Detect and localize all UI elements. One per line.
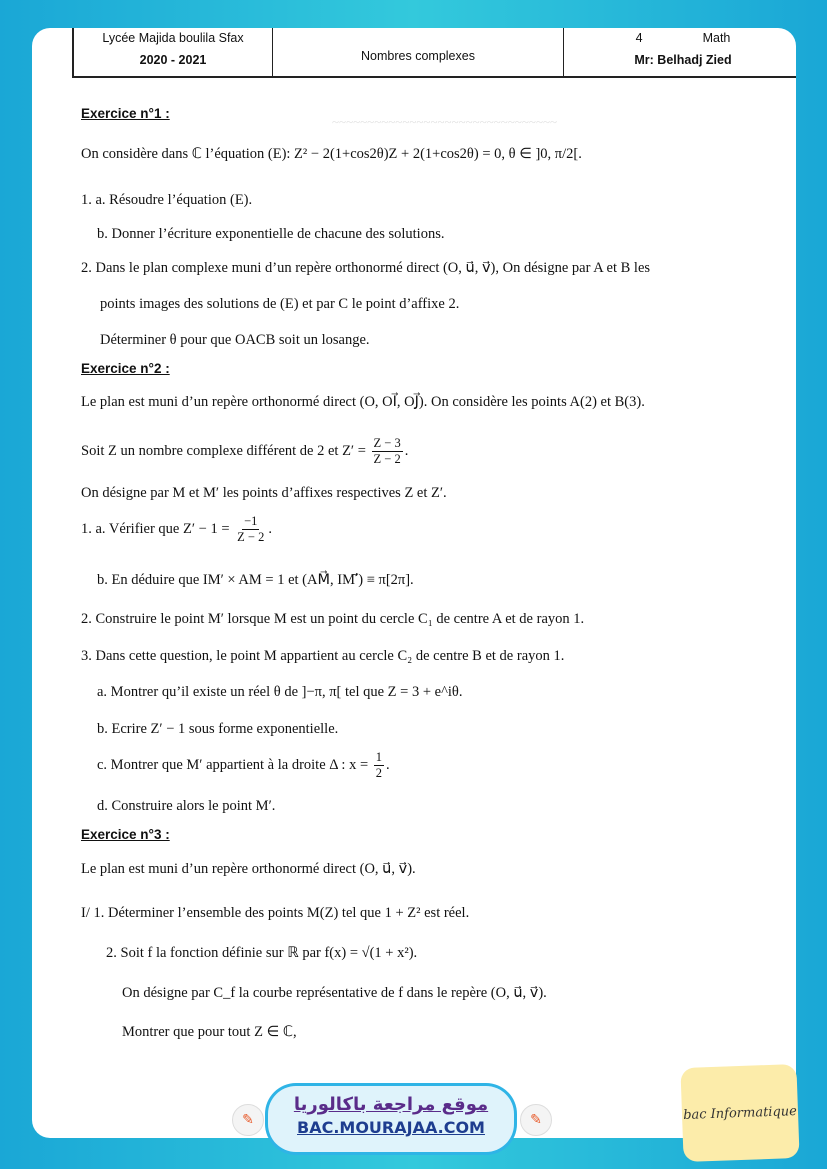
ex2-intro2: Soit Z un nombre complexe différent de 2 et Z′ = $\frac{Z - 3}{Z - 2}$ .: [81, 436, 409, 466]
ex1-q1a: 1. a. Résoudre l’équation (E).: [81, 192, 253, 208]
ex1-title: Exercice n°1 :: [81, 106, 170, 121]
school-name: Lycée Majida boulila Sfax: [102, 31, 244, 45]
ex2-q1b: b. En déduire que IM′ × AM = 1 et (AM⃗, IM′⃗) ≡ π[2π].: [97, 572, 414, 588]
ex3-title: Exercice n°3 :: [81, 827, 170, 842]
teacher-name: Mr: Belhadj Zied: [634, 53, 732, 67]
ex3-q2b: On désigne par C_f la courbe représentative de f dans le repère (O, u⃗, v⃗).: [122, 985, 547, 1001]
q3c-fraction: [374, 750, 384, 781]
subject: Math: [702, 31, 731, 45]
ex2-q3: 3. Dans cette question, le point M appartient au cercle C₂ de centre B et de rayon 1.: [81, 648, 565, 664]
header-table: [72, 28, 796, 78]
ex2-intro2-text: Soit Z un nombre complexe différent de 2 et Z′ =: [81, 442, 366, 459]
zprime-numerator: Z − 3: [373, 436, 401, 450]
ex2-q3c-text: c. Montrer que M′ appartient à la droite Δ : x =: [97, 756, 369, 773]
site-banner-url[interactable]: BAC.MOURAJAA.COM: [297, 1118, 485, 1137]
level: 4: [635, 31, 643, 45]
ex3-q2: 2. Soit f la fonction définie sur ℝ par f(x) = √(1 + x²).: [106, 945, 418, 961]
ex1-intro: On considère dans ℂ l’équation (E): Z² − 2(1+cos2θ)Z + 2(1+cos2θ) = 0, θ ∈ ]0, π/2[.: [81, 146, 582, 162]
ex2-q3a: a. Montrer qu’il existe un réel θ de ]−π, π[ tel que Z = 3 + e^iθ.: [97, 684, 463, 700]
ex2-intro1: Le plan est muni d’un repère orthonormé direct (O, OI⃗, OJ⃗). On considère les points A(2) et B(3).: [81, 394, 645, 410]
bleed-through-text: ~~~~~~~~~~~~~~~~~~~~~~~~~~~~~~~~: [332, 114, 558, 129]
ex2-q3c: c. Montrer que M′ appartient à la droite Δ : x = $\frac{1}{2}$ .: [97, 750, 390, 780]
zprime-denominator: Z − 2: [373, 452, 401, 466]
q1a-denominator: Z − 2: [237, 530, 265, 544]
ex2-q2: 2. Construire le point M′ lorsque M est un point du cercle C₁ de centre A et de rayon 1.: [81, 611, 585, 627]
q1a-numerator: −1: [244, 514, 258, 528]
zprime-fraction: [372, 436, 403, 467]
ex2-q3d: d. Construire alors le point M′.: [97, 798, 276, 814]
school-year: 2020 - 2021: [139, 53, 207, 67]
q1a-fraction: [235, 514, 266, 545]
q3c-numerator: 1: [375, 750, 382, 764]
ex3-q2c: Montrer que pour tout Z ∈ ℂ,: [122, 1024, 297, 1040]
ex1-q2b: points images des solutions de (E) et par C le point d’affixe 2.: [100, 296, 460, 312]
ex3-intro: Le plan est muni d’un repère orthonormé direct (O, u⃗, v⃗).: [81, 861, 416, 877]
site-banner[interactable]: [268, 1086, 514, 1152]
header-topic-cell: [273, 28, 564, 76]
site-banner-arabic: موقع مراجعة باكالوريا: [293, 1094, 489, 1115]
ex3-q1: I/ 1. Déterminer l’ensemble des points M(Z) tel que 1 + Z² est réel.: [81, 905, 470, 921]
ex1-q1b: b. Donner l’écriture exponentielle de chacune des solutions.: [97, 226, 445, 242]
bac-informatique-badge: bac Informatique: [680, 1064, 799, 1162]
level-row: [636, 31, 731, 45]
site-logo-right-icon: ✎: [520, 1104, 552, 1136]
q3c-denominator: 2: [375, 766, 382, 780]
site-logo-left-icon: ✎: [232, 1104, 264, 1136]
ex1-q2c: Déterminer θ pour que OACB soit un losange.: [100, 332, 370, 348]
ex2-title: Exercice n°2 :: [81, 361, 170, 376]
ex2-q1a-text: 1. a. Vérifier que Z′ − 1 =: [81, 520, 230, 537]
header-school-cell: [74, 28, 273, 76]
ex1-q2a: 2. Dans le plan complexe muni d’un repère orthonormé direct (O, u⃗, v⃗), On désigne par A et B les: [81, 260, 651, 276]
document-page: [32, 28, 796, 1138]
ex2-intro3: On désigne par M et M′ les points d’affixes respectives Z et Z′.: [81, 485, 447, 501]
topic-title: Nombres complexes: [361, 49, 475, 63]
ex2-q3b: b. Ecrire Z′ − 1 sous forme exponentielle.: [97, 721, 339, 737]
ex2-q1a: 1. a. Vérifier que Z′ − 1 = $\frac{-1}{Z - 2}$ .: [81, 514, 272, 544]
header-teacher-cell: [564, 28, 796, 76]
